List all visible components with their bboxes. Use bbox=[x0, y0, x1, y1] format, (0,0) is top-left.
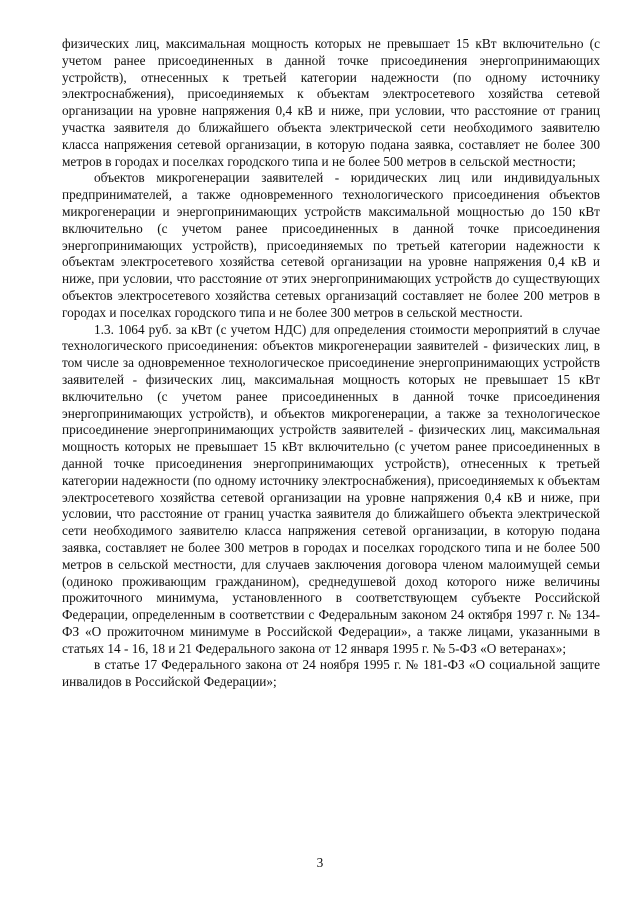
paragraph-continuation: физических лиц, максимальная мощность которых не превышает 15 кВт включительно (с учетом ранее присоединенных в данной точке присоединения энергопринимающих устройств), отнесенных к третьей категории надежности (по одному источнику электроснабжения), присоединяемых к объектам электросетевого хозяйства сетевой организации на уровне напряжения 0,4 кВ и ниже, при условии, что расстояние от границ участка заявителя до ближайшего объекта электрической сети необходимого заявителю класса напряжения сетевой организации, в которую подана заявка, составляет не более 300 метров в городах и поселках городского типа и не более 500 метров в сельской местности; bbox=[62, 36, 600, 169]
paragraph-microgeneration-legal-entities: объектов микрогенерации заявителей - юридических лиц или индивидуальных предпринимателей, а также одновременного технологического присоединения объектов микрогенерации и энергопринимающих устройств максимальной мощностью до 150 кВт включительно (с учетом ранее присоединенных в данной точке присоединения энергопринимающих устройств), присоединяемых по третьей категории надежности к объектам электросетевого хозяйства сетевой организации на уровне напряжения 0,4 кВ и ниже, при условии, что расстояние от этих энергопринимающих устройств до существующих объектов электросетевого хозяйства сетевых организаций составляет не более 200 метров в городах и поселках городского типа и не более 300 метров в сельской местности. bbox=[62, 170, 600, 320]
page-number: 3 bbox=[316, 855, 324, 870]
paragraph-article-17: в статье 17 Федерального закона от 24 ноября 1995 г. № 181-ФЗ «О социальной защите инвалидов в Российской Федерации»; bbox=[62, 657, 600, 690]
document-body bbox=[62, 36, 600, 691]
paragraph-item-1-3: 1.3. 1064 руб. за кВт (с учетом НДС) для определения стоимости мероприятий в случае технологического присоединения: объектов микрогенерации заявителей - физических лиц, в том числе за одновременное технологическое присоединение энергопринимающих устройств заявителей - физических лиц, максимальная мощность которых не превышает 15 кВт включительно (с учетом ранее присоединенных в данной точке присоединения энергопринимающих устройств), и объектов микрогенерации, а также за технологическое присоединение энергопринимающих устройств заявителей - физических лиц, максимальная мощность которых не превышает 15 кВт включительно (с учетом ранее присоединенных в данной точке присоединения энергопринимающих устройств), отнесенных к третьей категории надежности (по одному источнику электроснабжения), присоединяемых к объектам электросетевого хозяйства сетевой организации на уровне напряжения 0,4 кВ и ниже, при условии, что расстояние от границ участка заявителя до ближайшего объекта электрической сети необходимого заявителю класса напряжения сетевой организации, в которую подана заявка, составляет не более 300 метров в городах и поселках городского типа и не более 500 метров в сельской местности, для случаев заключения договора членом малоимущей семьи (одиноко проживающим гражданином), среднедушевой доход которого ниже величины прожиточного минимума, установленного в соответствующем субъекте Российской Федерации, определенным в соответствии с Федеральным законом 24 октября 1997 г. № 134-ФЗ «О прожиточном минимуме в Российской Федерации», а также лицами, указанными в статьях 14 - 16, 18 и 21 Федерального закона от 12 января 1995 г. № 5-ФЗ «О ветеранах»; bbox=[62, 321, 600, 656]
